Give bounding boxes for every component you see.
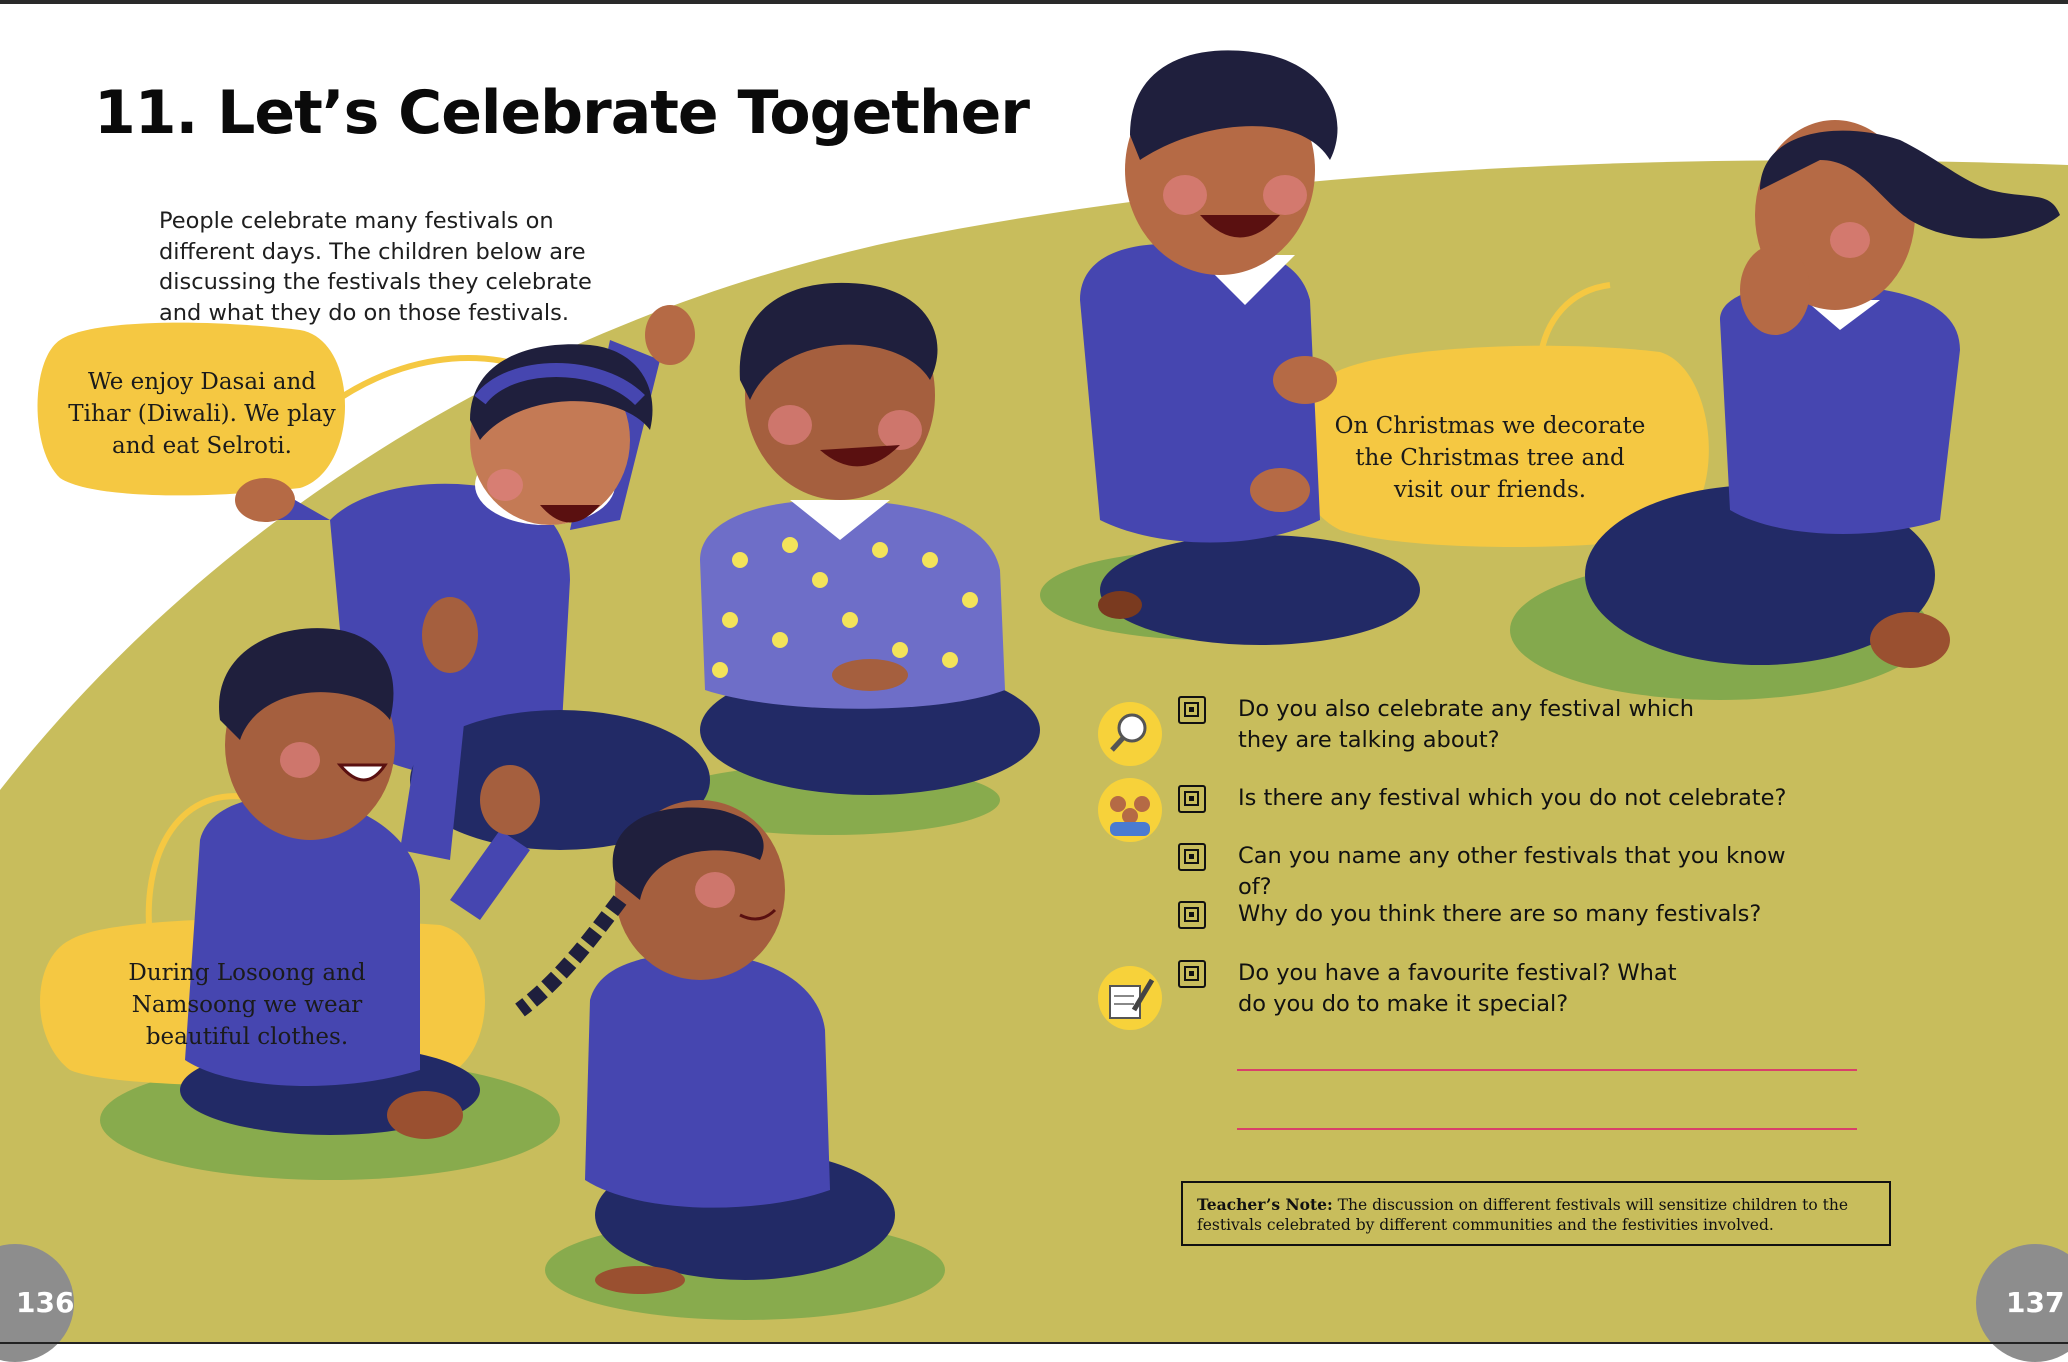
- speech-bubble-text-losoong: [97, 957, 397, 1053]
- question-text: [1238, 899, 1798, 930]
- question-line: Do you have a favourite festival? What: [1238, 960, 1677, 986]
- teacher-note-line: [1197, 1195, 1875, 1215]
- bubble-line: On Christmas we decorate: [1334, 413, 1646, 439]
- intro-line: People celebrate many festivals on: [159, 208, 554, 234]
- question-text: [1238, 958, 1798, 1020]
- question-line: Is there any festival which you do not celebrate?: [1238, 785, 1787, 811]
- teacher-note-label: Teacher’s Note:: [1197, 1195, 1333, 1214]
- question-text: [1238, 841, 1798, 903]
- question-text: [1238, 783, 1798, 814]
- bubble-line: We enjoy Dasai and: [88, 369, 316, 395]
- question-line: Can you name any other festivals that you know of?: [1238, 843, 1786, 900]
- question-bullet-icon: [1178, 696, 1206, 724]
- question-line: Do you also celebrate any festival which: [1238, 696, 1694, 722]
- question-bullet-icon: [1178, 785, 1206, 813]
- bubble-line: visit our friends.: [1393, 477, 1587, 503]
- intro-line: discussing the festivals they celebrate: [159, 269, 592, 295]
- chapter-title: 11. Let’s Celebrate Together: [94, 78, 1029, 148]
- intro-paragraph: [159, 206, 619, 328]
- bubble-line: Tihar (Diwali). We play: [68, 401, 336, 427]
- notebook-pencil-icon: [1098, 966, 1162, 1030]
- bubble-line: the Christmas tree and: [1355, 445, 1625, 471]
- question-line: Why do you think there are so many festivals?: [1238, 901, 1762, 927]
- speech-bubble-text-christmas: [1330, 410, 1650, 506]
- question-text: [1238, 694, 1798, 756]
- speech-bubble-text-dasai: [52, 366, 352, 462]
- page-number-right: 137: [2006, 1286, 2065, 1319]
- answer-line: [1237, 1069, 1857, 1071]
- intro-line: and what they do on those festivals.: [159, 299, 570, 326]
- teacher-note-line: festivals celebrated by different communities and the festivities involved.: [1197, 1216, 1774, 1234]
- question-bullet-icon: [1178, 960, 1206, 988]
- question-bullet-icon: [1178, 843, 1206, 871]
- question-line: do you do to make it special?: [1238, 991, 1569, 1017]
- bubble-line: Namsoong we wear: [131, 992, 363, 1018]
- bubble-line: and eat Selroti.: [112, 433, 292, 459]
- magnifier-icon: [1098, 702, 1162, 766]
- bubble-line: During Losoong and: [128, 960, 366, 986]
- answer-line: [1237, 1128, 1857, 1130]
- teacher-note-text: The discussion on different festivals will sensitize children to the: [1332, 1196, 1849, 1214]
- bubble-line: beautiful clothes.: [145, 1024, 349, 1050]
- question-bullet-icon: [1178, 901, 1206, 929]
- group-discussion-icon: [1098, 778, 1162, 842]
- teacher-note: [1181, 1181, 1891, 1246]
- question-line: they are talking about?: [1238, 727, 1500, 753]
- page-number-left: 136: [16, 1286, 75, 1319]
- intro-line: different days. The children below are: [159, 238, 586, 265]
